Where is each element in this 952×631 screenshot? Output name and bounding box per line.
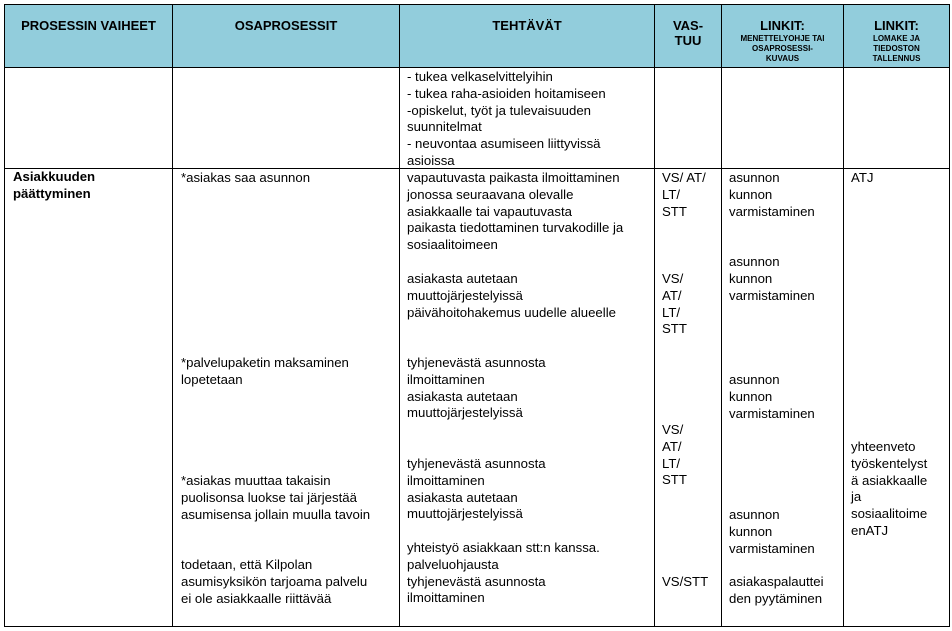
text-line: STT — [662, 321, 687, 337]
phase-line: Asiakkuuden — [13, 169, 96, 184]
text-line: asumisensa jollain muulla tavoin — [181, 506, 371, 522]
header-sublabel: OSAPROSESSI- — [752, 44, 813, 53]
text-line: VS/ — [662, 271, 684, 286]
column-divider — [721, 4, 722, 627]
list-item: asioissa — [407, 152, 455, 168]
header-label: TEHTÄVÄT — [492, 18, 562, 33]
link-block-procedure — [729, 372, 815, 422]
text-line: AT/ — [662, 287, 682, 303]
table-border-top — [4, 4, 950, 5]
list-item: - tukea raha-asioiden hoitamiseen — [407, 85, 606, 101]
column-divider — [843, 4, 844, 627]
subprocess-block — [181, 170, 310, 187]
text-line: LT/ — [662, 455, 681, 471]
text-line: VS/STT — [662, 574, 709, 589]
link-block-procedure — [729, 254, 815, 304]
header-osaprosessit — [173, 5, 399, 67]
text-line: *palvelupaketin maksaminen — [181, 355, 349, 370]
text-line: kunnon — [729, 186, 773, 202]
text-line: kunnon — [729, 388, 773, 404]
text-line: AT/ — [662, 438, 682, 454]
text-line: sosiaalitoime — [851, 506, 928, 522]
header-tehtavat — [400, 5, 654, 67]
header-sublabel: MENETTELYOHJE TAI — [740, 34, 825, 43]
link-block-procedure — [729, 574, 824, 608]
task-block — [407, 271, 616, 321]
text-line: vapautuvasta paikasta ilmoittaminen — [407, 170, 620, 185]
text-line: palveluohjausta — [407, 556, 499, 572]
text-line: asunnon — [729, 170, 780, 185]
text-line: asunnon — [729, 507, 780, 522]
task-block — [407, 540, 600, 607]
list-item: -opiskelut, työt ja tulevaisuuden — [407, 102, 592, 118]
text-line: muuttojärjestelyissä — [407, 405, 523, 421]
text-line: STT — [662, 203, 687, 219]
task-block — [407, 355, 546, 422]
text-line: ilmoittaminen — [407, 590, 485, 606]
link-block-form — [851, 170, 873, 187]
text-line: paikasta tiedottaminen turvakodille ja — [407, 220, 624, 236]
text-line: ilmoittaminen — [407, 472, 485, 488]
text-line: asunnon — [729, 254, 780, 269]
text-line: den pyytäminen — [729, 590, 823, 606]
column-divider — [172, 4, 173, 627]
text-line: lopetetaan — [181, 371, 243, 387]
link-block-procedure — [729, 170, 815, 220]
responsibility-block — [662, 271, 687, 338]
text-line: ATJ — [851, 170, 874, 185]
column-divider — [399, 4, 400, 627]
link-block-form — [851, 439, 927, 540]
text-line: asiakaspalauttei — [729, 574, 824, 589]
header-line: VAS- — [672, 18, 704, 33]
link-block-procedure — [729, 507, 815, 557]
header-label — [673, 18, 703, 48]
header-label: LINKIT: — [760, 18, 805, 33]
responsibility-block — [662, 574, 708, 591]
text-line: asiakkaalle tai vapautuvasta — [407, 203, 572, 219]
text-line: varmistaminen — [729, 540, 815, 556]
header-sublabel: TIEDOSTON — [873, 44, 920, 53]
column-divider — [654, 4, 655, 627]
text-line: LT/ — [662, 186, 681, 202]
text-line: tyhjenevästä asunnosta — [407, 456, 546, 471]
header-sublabel: KUVAUS — [765, 54, 800, 63]
task-block — [407, 456, 546, 523]
header-vastuu — [655, 5, 721, 67]
text-line: muuttojärjestelyissä — [407, 506, 523, 522]
text-line: yhteenveto — [851, 439, 916, 454]
text-line: muuttojärjestelyissä — [407, 287, 523, 303]
text-line: tyhjenevästä asunnosta — [407, 355, 546, 370]
text-line: asumisyksikön tarjoama palvelu — [181, 573, 368, 589]
header-label: OSAPROSESSIT — [234, 18, 338, 33]
text-line: asiakasta autetaan — [407, 489, 518, 505]
text-line: päivähoitohakemus uudelle alueelle — [407, 304, 616, 320]
text-line: tyhjenevästä asunnosta — [407, 573, 546, 589]
list-item: suunnitelmat — [407, 119, 482, 135]
header-prosessin-vaiheet — [5, 5, 172, 67]
text-line: puolisonsa luokse tai järjestää — [181, 489, 357, 505]
header-line: TUU — [674, 33, 702, 48]
header-label: LINKIT: — [874, 18, 919, 33]
text-line: enATJ — [851, 522, 889, 538]
table-header-divider — [4, 67, 950, 68]
text-line: VS/ — [662, 422, 684, 437]
header-linkit-lomake — [844, 5, 949, 67]
table-border-left — [4, 4, 5, 627]
subprocess-block — [181, 355, 349, 389]
text-line: työskentelyst — [851, 455, 928, 471]
phase-line: päättyminen — [13, 185, 91, 201]
responsibility-block — [662, 170, 706, 220]
text-line: STT — [662, 472, 687, 488]
list-item: - tukea velkaselvittelyihin — [407, 69, 553, 84]
list-item: - neuvontaa asumiseen liittyvissä — [407, 136, 601, 152]
text-line: varmistaminen — [729, 405, 815, 421]
header-sublabel: LOMAKE JA — [872, 34, 921, 43]
text-line: *asiakas muuttaa takaisin — [181, 473, 331, 488]
text-line: ei ole asiakkaalle riittävää — [181, 590, 332, 606]
task-block — [407, 170, 623, 254]
text-line: varmistaminen — [729, 287, 815, 303]
text-line: asiakasta autetaan — [407, 271, 518, 286]
header-linkit-menettelyohje — [722, 5, 843, 67]
text-line: yhteistyö asiakkaan stt:n kanssa. — [407, 540, 600, 555]
text-line: ja — [851, 489, 862, 505]
tehtavat-list — [407, 69, 606, 170]
text-line: varmistaminen — [729, 203, 815, 219]
text-line: VS/ AT/ — [662, 170, 706, 185]
text-line: todetaan, että Kilpolan — [181, 557, 313, 572]
text-line: ilmoittaminen — [407, 371, 485, 387]
subprocess-block — [181, 473, 370, 523]
responsibility-block — [662, 422, 687, 489]
text-line: asunnon — [729, 372, 780, 387]
table-border-right — [949, 4, 950, 627]
text-line: sosiaalitoimeen — [407, 237, 498, 253]
text-line: *asiakas saa asunnon — [181, 170, 311, 185]
table-border-bottom — [4, 626, 950, 627]
text-line: jonossa seuraavana olevalle — [407, 186, 574, 202]
text-line: asiakasta autetaan — [407, 388, 518, 404]
text-line: LT/ — [662, 304, 681, 320]
subprocess-block — [181, 557, 367, 607]
process-phase-title — [13, 169, 95, 203]
text-line: kunnon — [729, 270, 773, 286]
header-label: PROSESSIN VAIHEET — [21, 18, 156, 33]
header-sublabel: TALLENNUS — [872, 54, 921, 63]
text-line: ä asiakkaalle — [851, 472, 928, 488]
text-line: kunnon — [729, 523, 773, 539]
